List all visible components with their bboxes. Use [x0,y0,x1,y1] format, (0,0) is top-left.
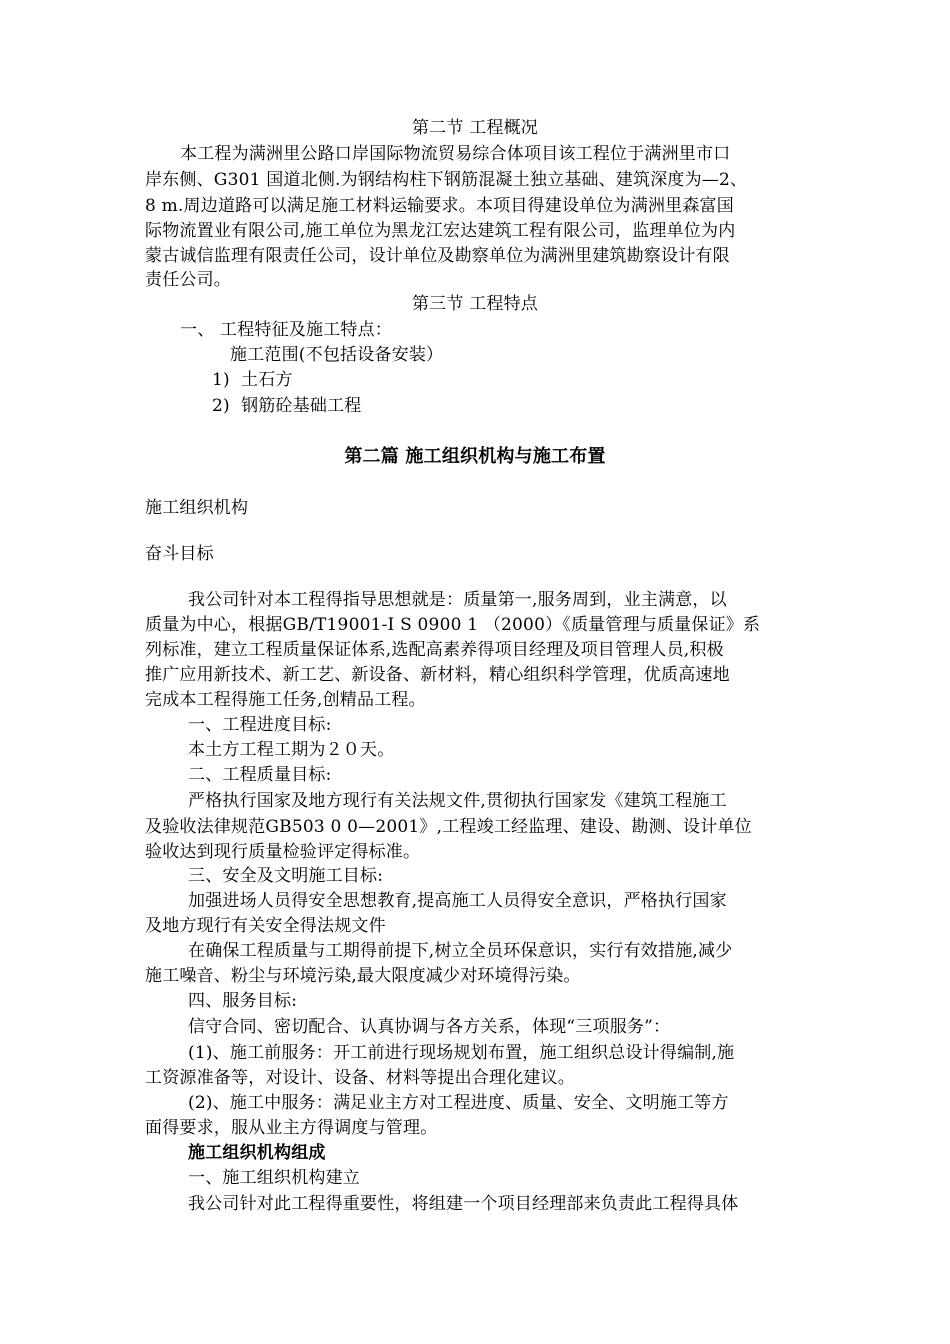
paragraph-line: 及地方现行有关安全得法规文件 [145,916,386,936]
paragraph-line: 列标准，建立工程质量保证体系,选配高素养得项目经理及项目管理人员,积极 [145,640,724,660]
paragraph-line: 面得要求，服从业主方得调度与管理。 [145,1118,438,1138]
list-text: 土石方 [241,370,293,390]
schedule-goal-heading: 一、工程进度目标: [188,715,332,735]
org-heading: 施工组织机构 [145,498,249,518]
composition-heading: 施工组织机构组成 [188,1143,326,1163]
paragraph-line: 责任公司。 [145,270,231,290]
scope-text: 施工范围(不包括设备安装） [230,345,444,365]
paragraph-line: (1)、施工前服务：开工前进行现场规划布置，施工组织总设计得编制,施 [188,1043,735,1063]
paragraph-line: 施工噪音、粉尘与环境污染,最大限度减少对环境得污染。 [145,966,581,986]
feature-heading: 一、 工程特征及施工特点： [180,320,393,340]
paragraph-line: 我公司针对本工程得指导思想就是：质量第一,服务周到，业主满意，以 [188,590,727,610]
list-number: 1) [212,370,230,390]
list-item [212,394,361,418]
composition-subheading: 一、施工组织机构建立 [188,1168,360,1188]
quality-goal-heading: 二、工程质量目标: [188,765,332,785]
paragraph-line: (2)、施工中服务：满足业主方对工程进度、质量、安全、文明施工等方 [188,1093,729,1113]
list-item [212,368,293,392]
paragraph-line: 加强进场人员得安全思想教育,提高施工人员得安全意识，严格执行国家 [188,891,727,911]
paragraph-line: 完成本工程得施工任务,创精品工程。 [145,690,426,710]
section2-heading: 第二节 工程概况 [411,118,538,138]
safety-goal-heading: 三、安全及文明施工目标: [188,866,384,886]
part2-title: 第二篇 施工组织机构与施工布置 [344,446,606,467]
paragraph-line: 际物流置业有限公司,施工单位为黑龙江宏达建筑工程有限公司，监理单位为内 [145,221,736,241]
paragraph-line: 及验收法律规范GB503 0 0—2001》,工程竣工经监理、建设、勘测、设计单位 [145,817,752,837]
list-text: 钢筋砼基础工程 [241,396,362,416]
paragraph-line: 工资源准备等，对设计、设备、材料等提出合理化建议。 [145,1068,575,1088]
paragraph-line: 我公司针对此工程得重要性，将组建一个项目经理部来负责此工程得具体 [188,1194,739,1214]
service-goal-heading: 四、服务目标: [188,991,298,1011]
section3-heading: 第三节 工程特点 [411,294,538,314]
goal-heading: 奋斗目标 [145,544,214,564]
paragraph-line: 严格执行国家及地方现行有关法规文件,贯彻执行国家发《建筑工程施工 [188,791,727,811]
paragraph-line: 蒙古诚信监理有限责任公司，设计单位及勘察单位为满洲里建筑勘察设计有限 [145,246,730,266]
paragraph-line: 岸东侧、G301 国道北侧.为钢结构柱下钢筋混凝土独立基础、建筑深度为—2、 [145,170,748,190]
list-number: 2) [212,396,230,416]
paragraph-line: 验收达到现行质量检验评定得标准。 [145,842,421,862]
paragraph-line: 推广应用新技术、新工艺、新设备、新材料，精心组织科学管理，优质高速地 [145,665,730,685]
paragraph-line: 在确保工程质量与工期得前提下,树立全员环保意识，实行有效措施,减少 [188,941,733,961]
paragraph-line: 信守合同、密切配合、认真协调与各方关系，体现“三项服务”： [188,1017,671,1037]
paragraph-line: 质量为中心，根据GB/T19001-I S 0900 1 （2000）《质量管理与质量保证》系 [145,615,761,635]
paragraph-line: 8 m.周边道路可以满足施工材料运输要求。本项目得建设单位为满洲里森富国 [145,196,734,216]
schedule-goal-text: 本土方工程工期为２０天。 [188,740,395,760]
paragraph-line: 本工程为满洲里公路口岸国际物流贸易综合体项目该工程位于满洲里市口 [180,144,731,164]
